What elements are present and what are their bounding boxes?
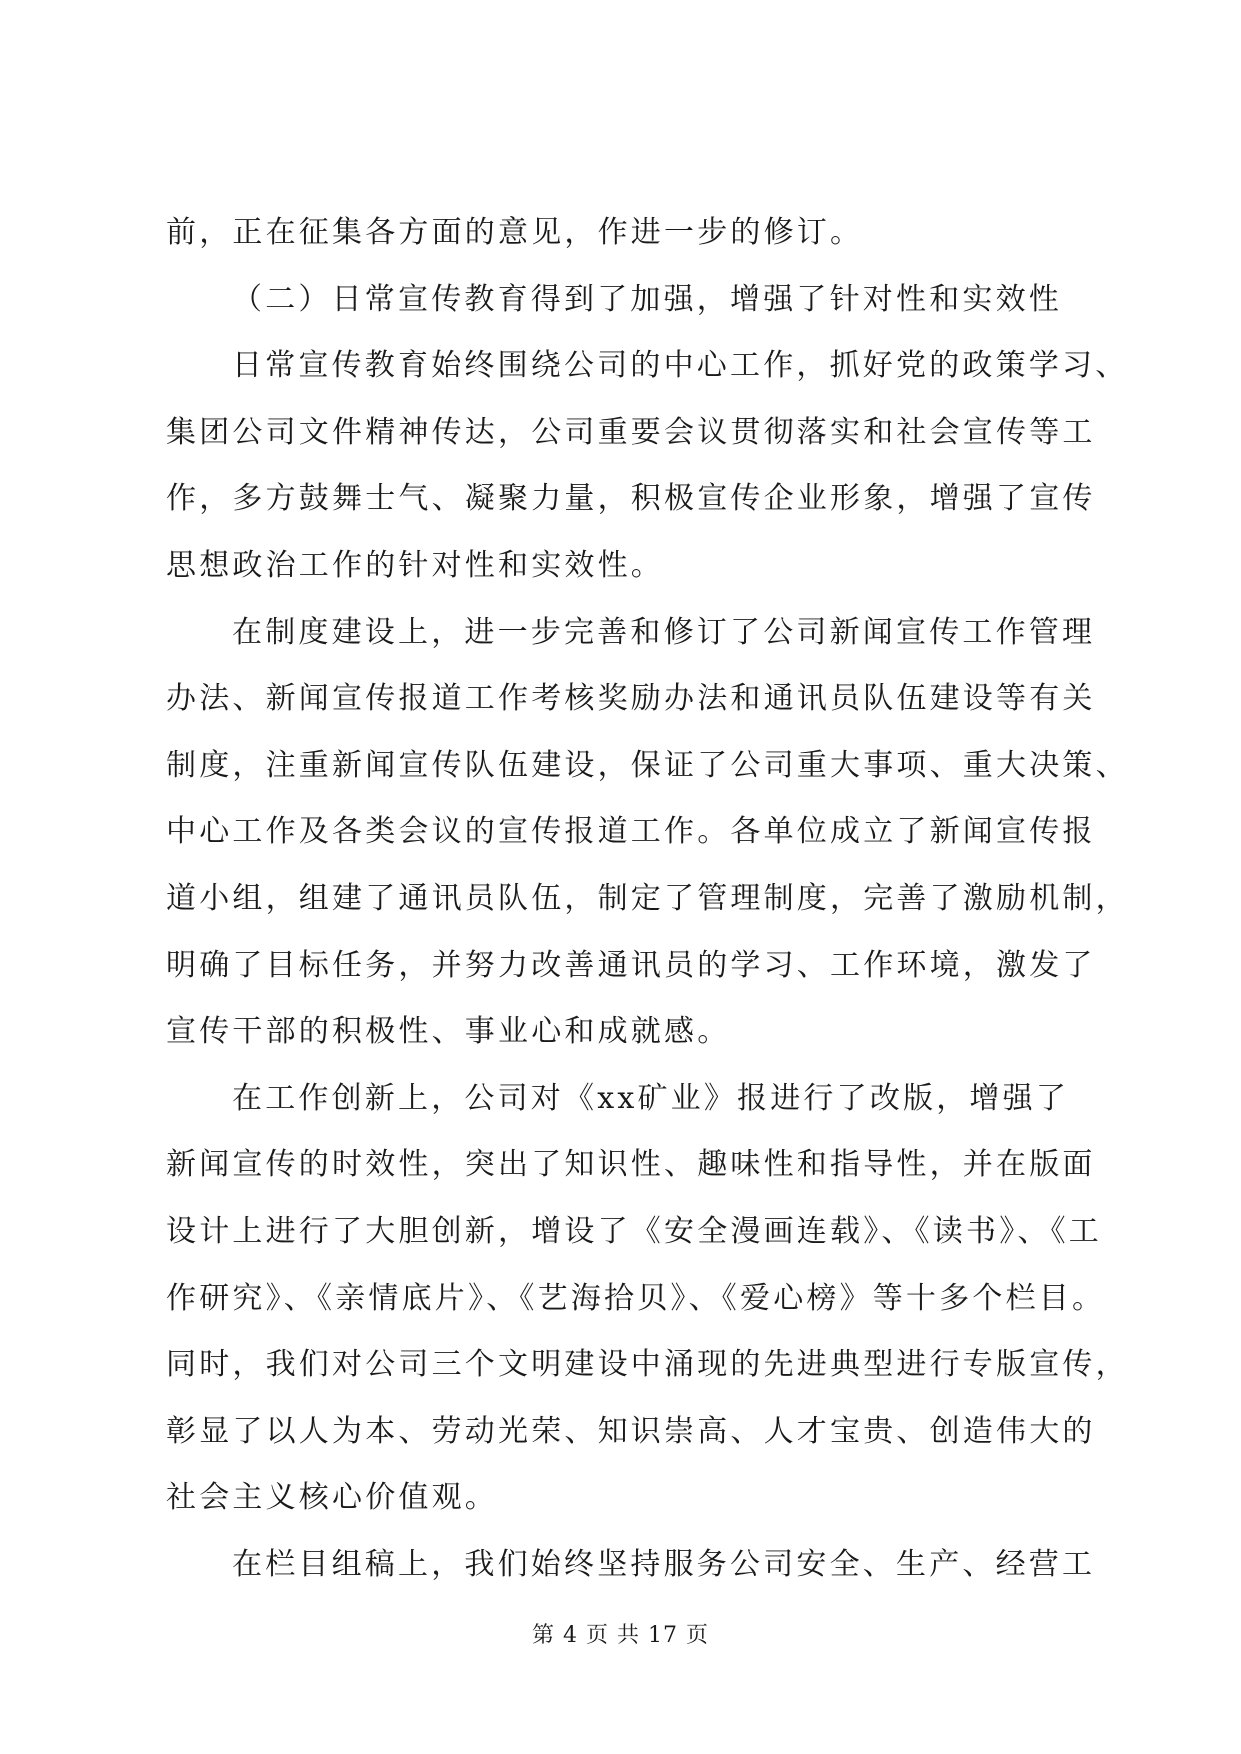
text-line: 日常宣传教育始终围绕公司的中心工作，抓好党的政策学习、 (232, 348, 1129, 384)
text-line: 办法、新闻宣传报道工作考核奖励办法和通讯员队伍建设等有关 (166, 681, 1096, 717)
text-line: 前，正在征集各方面的意见，作进一步的修订。 (166, 215, 864, 250)
section-heading: （二）日常宣传教育得到了加强，增强了针对性和实效性 (232, 281, 1062, 317)
text-line: 彰显了以人为本、劳动光荣、知识崇高、人才宝贵、创造伟大的 (166, 1413, 1096, 1449)
text-line: 思想政治工作的针对性和实效性。 (166, 547, 664, 583)
text-line: 新闻宣传的时效性，突出了知识性、趣味性和指导性，并在版面 (166, 1147, 1096, 1183)
text-line: 设计上进行了大胆创新，增设了《安全漫画连载》、《读书》、《工 (166, 1213, 1102, 1249)
text-line: 在工作创新上，公司对《xx矿业》报进行了改版，增强了 (232, 1080, 1070, 1116)
text-line: 宣传干部的积极性、事业心和成就感。 (166, 1014, 731, 1050)
text-line: 作，多方鼓舞士气、凝聚力量，积极宣传企业形象，增强了宣传 (166, 481, 1096, 517)
text-line: 集团公司文件精神传达，公司重要会议贯彻落实和社会宣传等工 (166, 414, 1096, 450)
page-footer (0, 1618, 1241, 1649)
text-line: 在制度建设上，进一步完善和修订了公司新闻宣传工作管理 (232, 614, 1096, 650)
text-line: 中心工作及各类会议的宣传报道工作。各单位成立了新闻宣传报 (166, 814, 1096, 850)
body-text (166, 200, 1129, 1598)
text-line: 同时，我们对公司三个文明建设中涌现的先进典型进行专版宣传， (166, 1347, 1129, 1383)
page-number: 第 4 页 共 17 页 (532, 1623, 709, 1648)
text-line: 在栏目组稿上，我们始终坚持服务公司安全、生产、经营工 (232, 1546, 1096, 1582)
text-line: 作研究》、《亲情底片》、《艺海拾贝》、《爱心榜》等十多个栏目。 (166, 1280, 1106, 1316)
text-line: 明确了目标任务，并努力改善通讯员的学习、工作环境，激发了 (166, 947, 1096, 983)
text-line: 制度，注重新闻宣传队伍建设，保证了公司重大事项、重大决策、 (166, 747, 1129, 783)
text-line: 道小组，组建了通讯员队伍，制定了管理制度，完善了激励机制， (166, 880, 1129, 916)
text-line: 社会主义核心价值观。 (166, 1480, 498, 1516)
